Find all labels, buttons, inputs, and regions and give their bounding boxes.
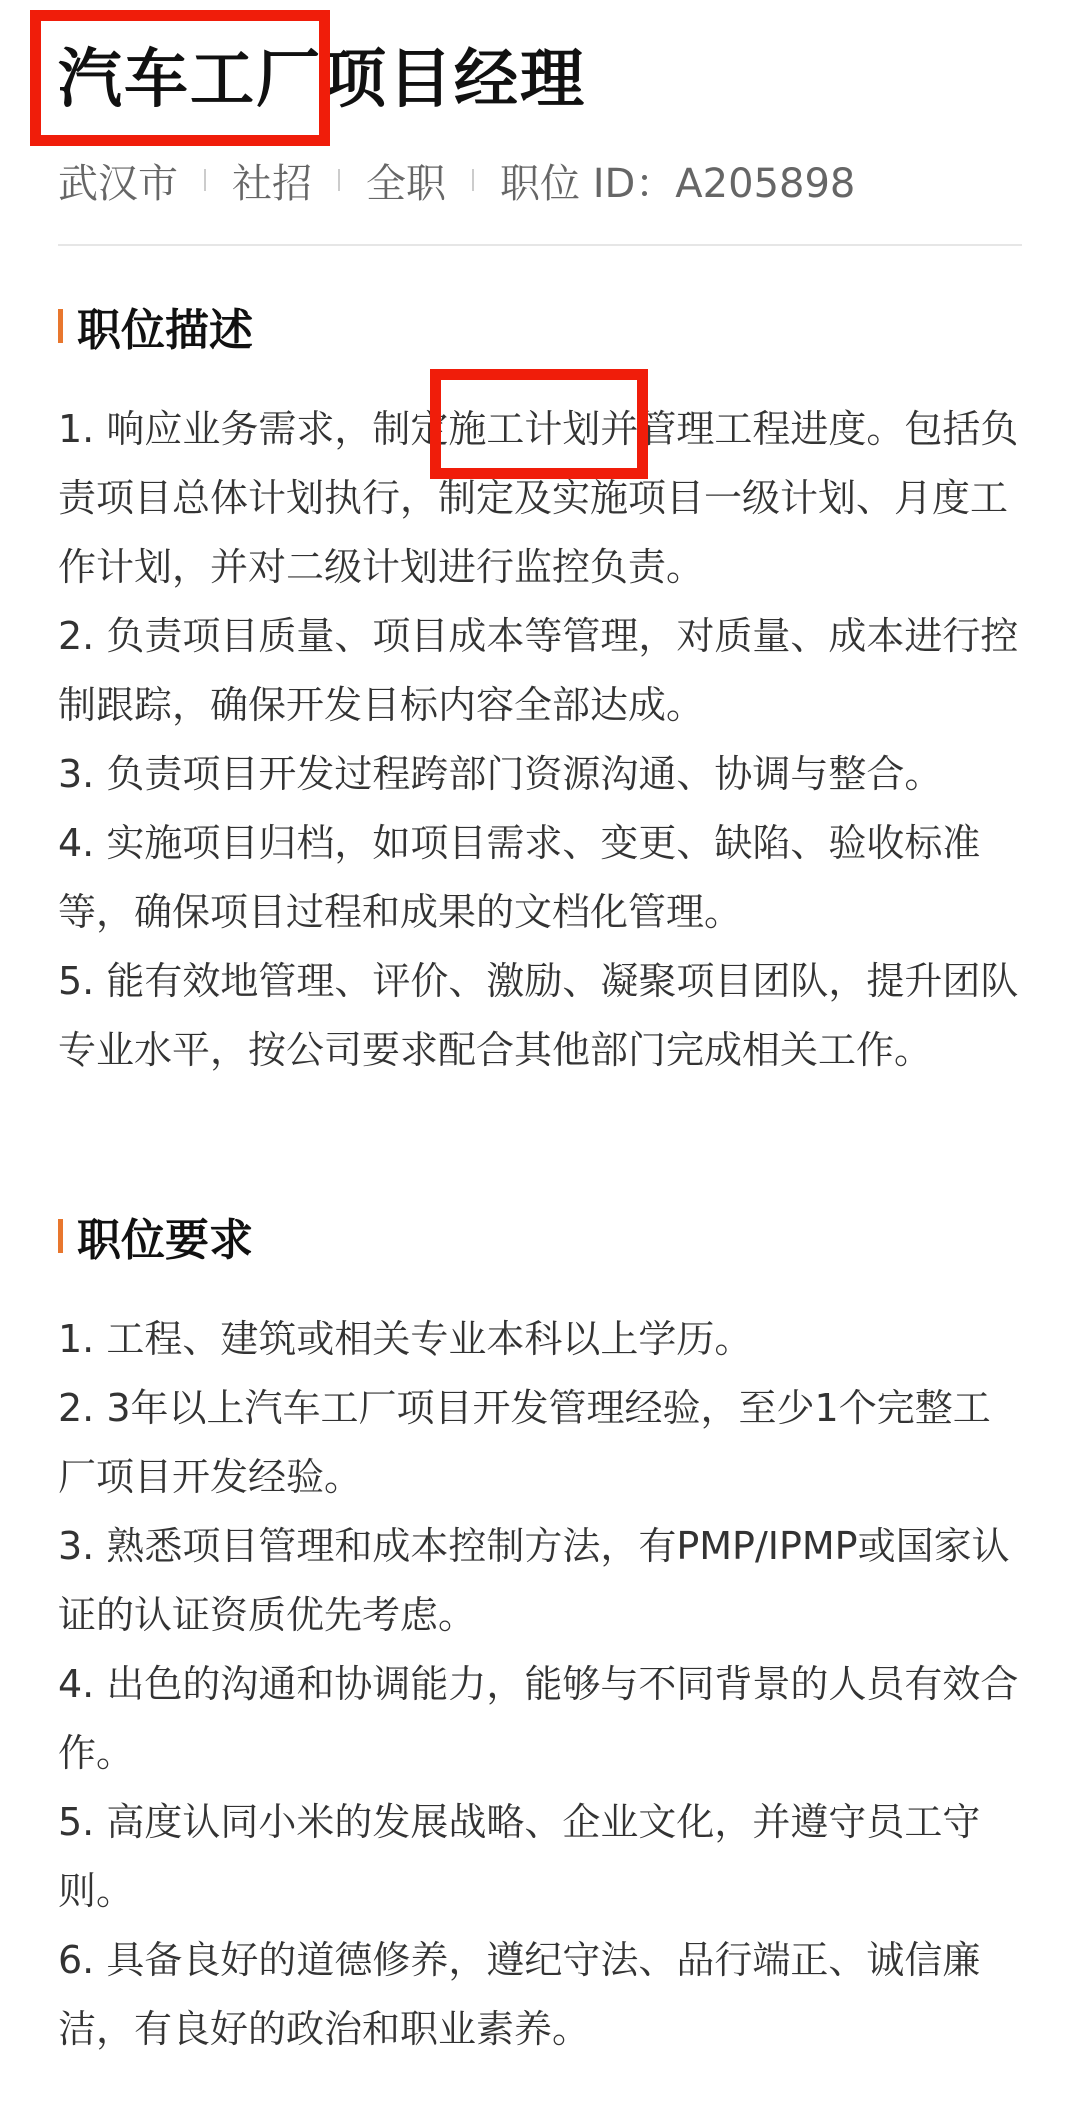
section-accent-bar — [58, 309, 63, 343]
section-heading-label: 职位要求 — [77, 1215, 253, 1266]
job-title: 汽车工厂项目经理 — [58, 43, 586, 117]
list-item: 1. 工程、建筑或相关专业本科以上学历。 — [58, 1317, 753, 1361]
list-item: 3. 负责项目开发过程跨部门资源沟通、协调与整合。 — [58, 752, 943, 796]
section-heading-description — [58, 294, 253, 358]
section-accent-bar — [58, 1219, 63, 1253]
list-item: 2. 3年以上汽车工厂项目开发管理经验，至少1个完整工厂项目开发经验。 — [58, 1386, 991, 1499]
list-item: 2. 负责项目质量、项目成本等管理，对质量、成本进行控制跟踪，确保开发目标内容全部达成。 — [58, 614, 1019, 727]
description-list — [58, 395, 1022, 1085]
list-item: 3. 熟悉项目管理和成本控制方法，有PMP/IPMP或国家认证的认证资质优先考虑。 — [58, 1524, 1010, 1637]
job-id: 职位 ID：A205898 — [500, 160, 856, 207]
requirements-list — [58, 1305, 1022, 2064]
list-item: 5. 高度认同小米的发展战略、企业文化，并遵守员工守则。 — [58, 1800, 981, 1913]
list-item: 5. 能有效地管理、评价、激励、凝聚项目团队，提升团队专业水平，按公司要求配合其他部门完成相关工作。 — [58, 959, 1019, 1072]
list-item: 4. 实施项目归档，如项目需求、变更、缺陷、验收标准等，确保项目过程和成果的文档化管理。 — [58, 821, 981, 934]
list-item: 6. 具备良好的道德修养，遵纪守法、品行端正、诚信廉洁，有良好的政治和职业素养。 — [58, 1938, 981, 2051]
meta-separator — [338, 169, 340, 191]
job-recruit-type: 社招 — [232, 160, 312, 207]
job-meta-row — [58, 152, 855, 208]
section-heading-label: 职位描述 — [77, 305, 253, 356]
list-item: 1. 响应业务需求，制定施工计划并管理工程进度。包括负责项目总体计划执行，制定及实施项目一级计划、月度工作计划，并对二级计划进行监控负责。 — [58, 407, 1019, 589]
meta-separator — [472, 169, 474, 191]
job-employment-type: 全职 — [366, 160, 446, 207]
job-location: 武汉市 — [58, 160, 178, 207]
header-divider — [58, 244, 1022, 246]
meta-separator — [204, 169, 206, 191]
section-heading-requirements — [58, 1204, 253, 1268]
list-item: 4. 出色的沟通和协调能力，能够与不同背景的人员有效合作。 — [58, 1662, 1019, 1775]
